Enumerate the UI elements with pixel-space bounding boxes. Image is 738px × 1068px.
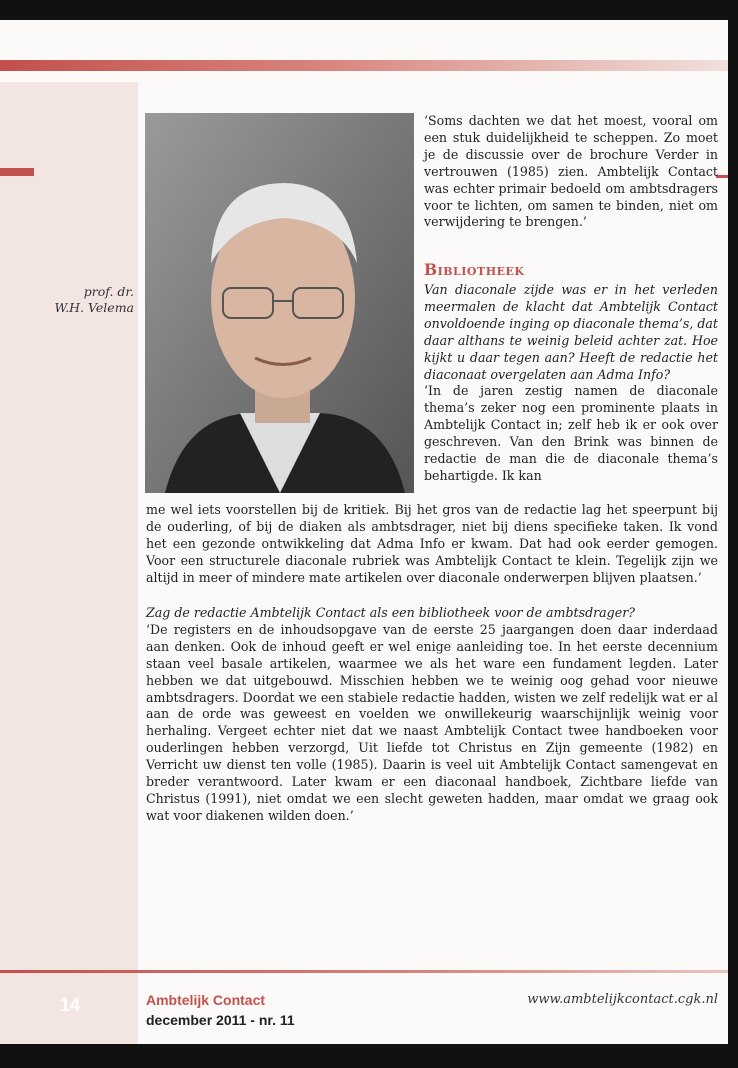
issue-label: december 2011 - nr. 11 [146, 1012, 295, 1028]
intro-quote: ‘Soms dachten we dat het moest, vooral om een stuk duidelijkheid te scheppen. Zo moet je de discussie over de brochure Verder in vertrouwen (1985) zien. Ambtelijk Contact was echter primair bedoeld om ambtsdragers voor te lichten, om samen te binden, niet om verwijdering te brengen.’ [424, 113, 718, 230]
publication-title: Ambtelijk Contact [146, 992, 266, 1008]
question-2: Zag de redactie Ambtelijk Contact als een bibliotheek voor de ambtsdrager? [146, 605, 635, 620]
question-1: Van diaconale zijde was er in het verleden meermalen de klacht dat Ambtelijk Contact onvoldoende inging op diaconale thema’s, dat daar althans te weinig beleid achter zat. Hoe kijkt u daar tegen aan? Heeft de redactie het diaconaat overgelaten aan Adma Info? [424, 282, 718, 382]
question-block-2 [146, 605, 718, 825]
footer-rule [0, 970, 728, 973]
answer-1-part-2: me wel iets voorstellen bij de kritiek. Bij het gros van de redactie lag het speerpunt bij de ouderling, of bij de diaken als ambtsdrager, niet bij diens specifieke taken. Ik vond het een gezonde ontwikkeling dat Adma Info er kwam. Dat had ook eerder gemogen. Voor een structurele diaconale rubriek was Ambtelijk Contact te klein. Tegelijk zijn we altijd in meer of mindere mate artikelen over diaconale onderwerpen blijven plaatsen.’ [146, 502, 718, 585]
photo-caption [40, 284, 134, 316]
answer-1-continuation [146, 502, 718, 587]
top-accent-bar [0, 60, 728, 71]
portrait-photo [145, 113, 414, 493]
question-block-1 [424, 282, 718, 485]
footer-publication [146, 990, 295, 1030]
answer-1-part-1: ‘In de jaren zestig namen de diaconale thema’s zeker nog een prominente plaats in Ambtelijk Contact in; zelf heb ik er ook over geschreven. Van den Brink was binnen de redactie de man die de diaconale thema’s behartigde. Ik kan [424, 383, 718, 483]
sidebar-panel [0, 82, 138, 1044]
magazine-page [0, 20, 728, 1044]
scan-edge [728, 20, 738, 1068]
caption-line-2: W.H. Velema [54, 300, 134, 315]
side-accent-mark [0, 168, 34, 176]
intro-quote-block [424, 113, 718, 231]
footer-url[interactable]: www.ambtelijkcontact.cgk.nl [527, 992, 718, 1007]
caption-line-1: prof. dr. [83, 284, 134, 299]
page-number: 14 [60, 995, 81, 1015]
answer-2: ‘De registers en de inhoudsopgave van de eerste 25 jaargangen doen daar inderdaad aan denken. Ook de inhoud geeft er wel enige aanleiding toe. In het eerste decennium staan veel basale artikelen, waarmee we als het ware een fundament legden. Later hebben we dat uitgebouwd. Misschien hebben we te weinig oog gehad voor nieuwe ambtsdragers. Doordat we een stabiele redactie hadden, wisten we zelf redelijk wat er al aan de orde was geweest en voelden we onwillekeurig waarschijnlijk weinig voor herhaling. Vergeet echter niet dat we naast Ambtelijk Contact twee handboeken voor ouderlingen hebben verzorgd, Uit liefde tot Christus en Zijn gemeente (1982) en Verricht uw dienst ten volle (1985). Daarin is veel uit Ambtelijk Contact samengevat en breder verantwoord. Later kwam er een diaconaal handboek, Zichtbare liefde van Christus (1991), niet omdat we een slecht geweten hadden, maar omdat we graag ook wat voor diakenen wilden doen.’ [146, 621, 718, 823]
section-heading: Bibliotheek [424, 260, 525, 279]
